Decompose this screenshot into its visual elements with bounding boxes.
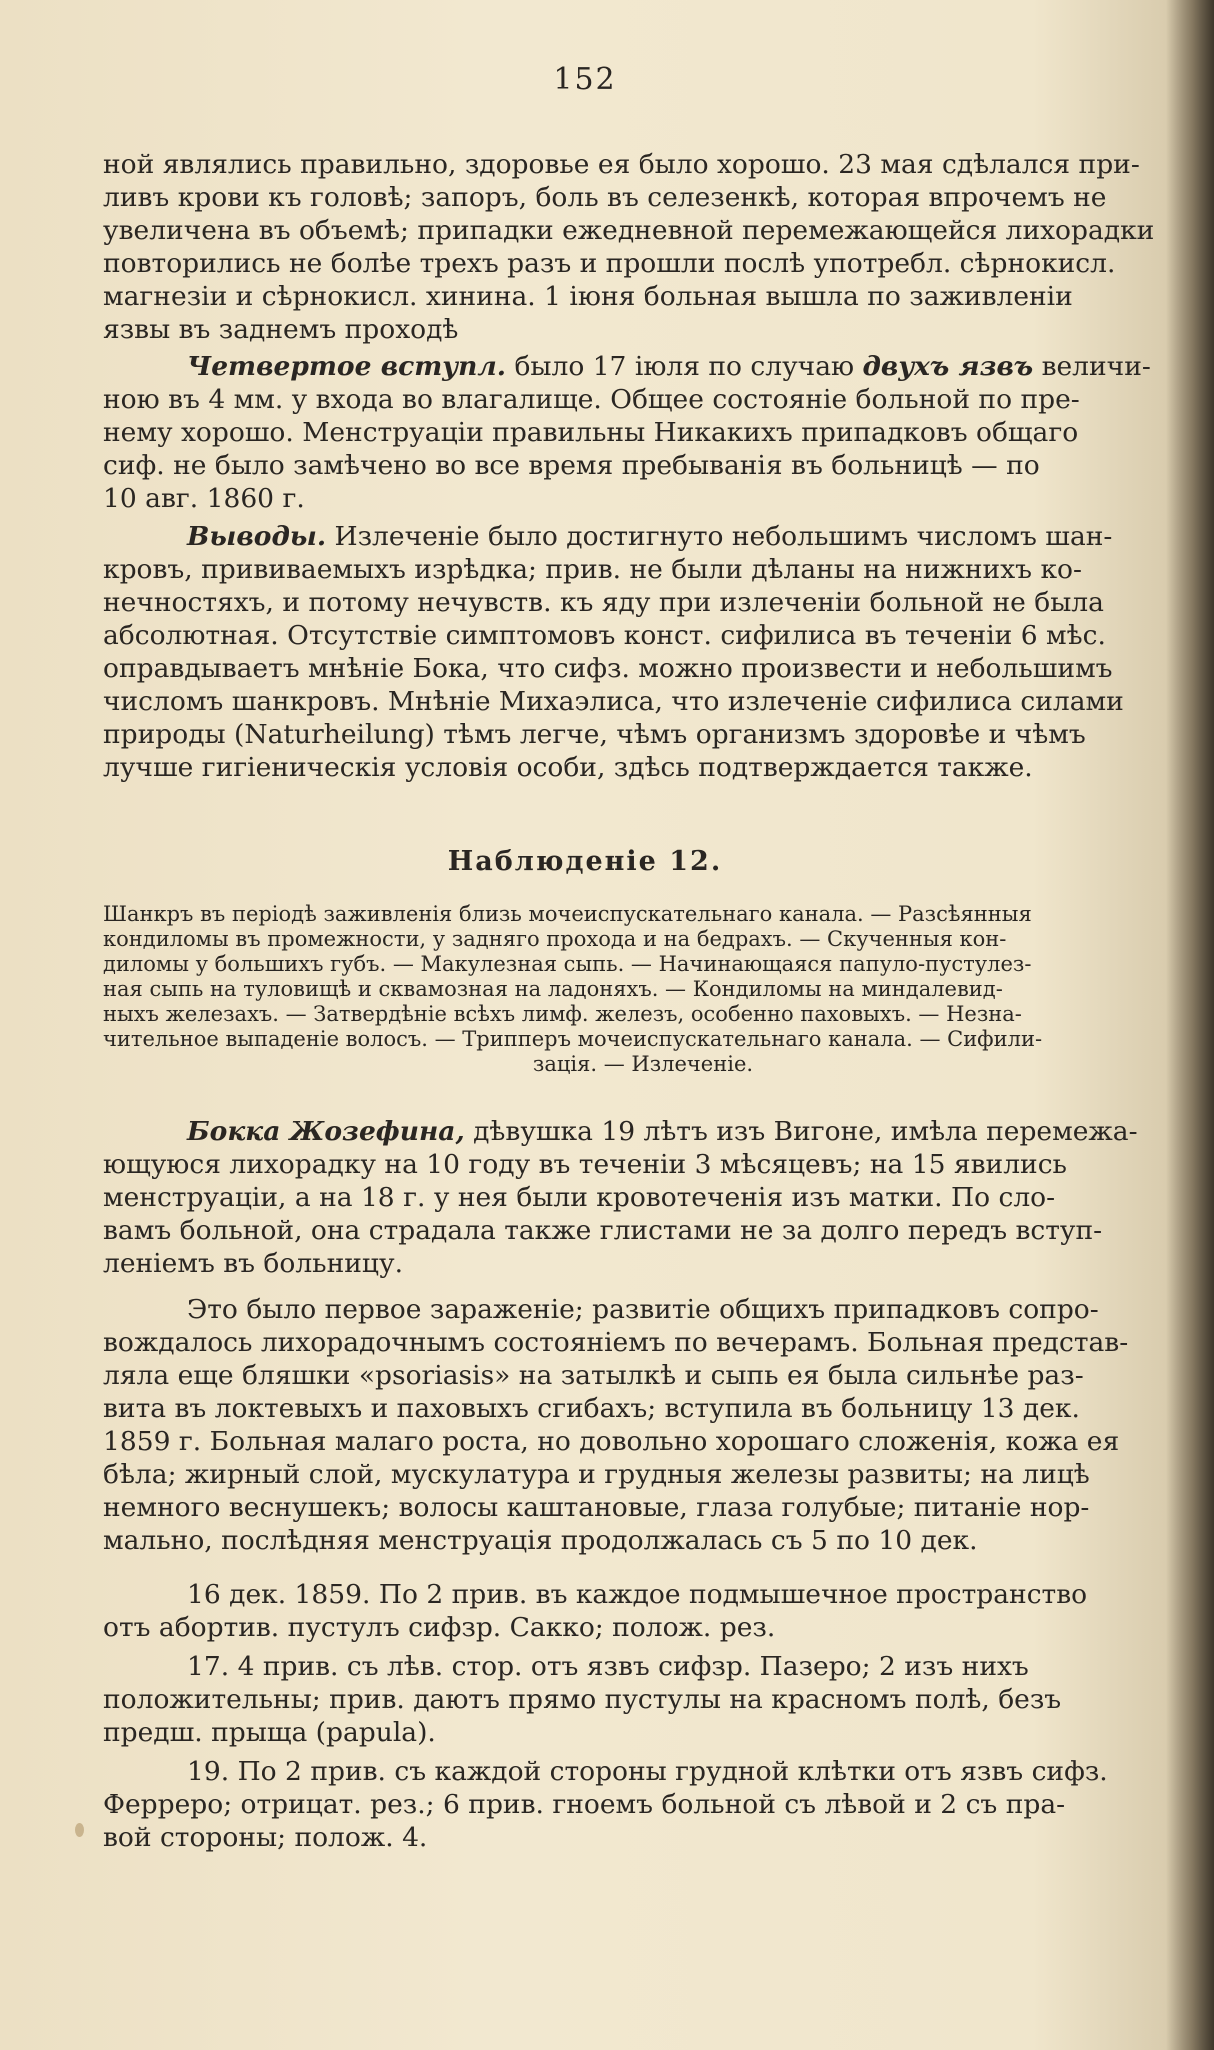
- paragraph-6: [103, 1578, 1183, 1644]
- text-line: числомъ шанкровъ. Мнѣніе Михаэлиса, что излеченіе сифилиса силами: [103, 686, 1124, 717]
- paragraph-2: [103, 350, 1183, 515]
- summary-line: чительное выпаденіе волосъ. — Трипперъ мочеиспускательнаго канала. — Сифили-: [103, 1027, 1043, 1051]
- summary-line: зація. — Излеченіе.: [532, 1052, 754, 1076]
- text-line: [103, 350, 1183, 383]
- text-line: магнезіи и сѣрнокисл. хинина. 1 іюня больная вышла по заживленіи: [103, 281, 1073, 312]
- text-line: природы (Naturheilung) тѣмъ легче, чѣмъ организмъ здоровѣе и чѣмъ: [103, 719, 1086, 750]
- text-line: ною въ 4 мм. у входа во влагалище. Общее состояніе больной по пре-: [103, 384, 1080, 415]
- text-line: ливъ крови къ головѣ; запоръ, боль въ селезенкѣ, которая впрочемъ не: [103, 182, 1107, 213]
- paragraph-1: [103, 148, 1183, 346]
- paragraph-7: [103, 1650, 1183, 1749]
- text-line: [103, 1115, 1183, 1148]
- summary-line: диломы у большихъ губъ. — Макулезная сыпь. — Начинающаяся папуло-пустулез-: [103, 952, 1032, 976]
- summary-line: Шанкръ въ періодѣ заживленія близь мочеиспускательнаго канала. — Разсѣянныя: [103, 902, 1032, 926]
- text-line: сиф. не было замѣчено во все время пребыванія въ больницѣ — по: [103, 450, 1040, 481]
- text-line: кровъ, прививаемыхъ изрѣдка; прив. не были дѣланы на нижнихъ ко-: [103, 554, 1082, 585]
- summary-line: ныхъ железахъ. — Затвердѣніе всѣхъ лимф. железъ, особенно паховыхъ. — Незна-: [103, 1002, 1022, 1026]
- text-line: абсолютная. Отсутствіе симптомовъ конст. сифилиса въ теченіи 6 мѣс.: [103, 620, 1106, 651]
- paragraph-5: [103, 1293, 1183, 1557]
- paragraph-3: [103, 520, 1183, 784]
- text-span: дѣвушка 19 лѣтъ изъ Вигоне, имѣла перемежа-: [464, 1116, 1138, 1147]
- text-line: лучше гигіеническія условія особи, здѣсь подтверждается также.: [103, 752, 1033, 783]
- text-line: ющуюся лихорадку на 10 году въ теченіи 3 мѣсяцевъ; на 15 явились: [103, 1149, 1067, 1180]
- paper-stain: [75, 1823, 84, 1837]
- text-line: 1859 г. Больная малаго роста, но довольно хорошаго сложенія, кожа ея: [103, 1426, 1120, 1457]
- text-line: ляла еще бляшки «psoriasis» на затылкѣ и сыпь ея была сильнѣе раз-: [103, 1360, 1084, 1391]
- text-line: отъ абортив. пустулъ сифзр. Сакко; полож. рез.: [103, 1612, 776, 1643]
- text-line: нечностяхъ, и потому нечувств. къ яду при излеченіи больной не была: [103, 587, 1104, 618]
- text-span: Излеченіе было достигнуто небольшимъ числомъ шан-: [326, 521, 1113, 552]
- text-line: [103, 520, 1183, 553]
- text-line: вождалось лихорадочнымъ состояніемъ по вечерамъ. Больная представ-: [103, 1327, 1129, 1358]
- text-line: вой стороны; полож. 4.: [103, 1822, 428, 1853]
- paragraph-8: [103, 1755, 1183, 1854]
- text-line: язвы въ заднемъ проходѣ: [103, 314, 459, 345]
- section-heading: Наблюденіе 12.: [447, 846, 723, 877]
- text-line: 10 авг. 1860 г.: [103, 483, 305, 514]
- text-line: бѣла; жирный слой, мускулатура и грудныя железы развиты; на лицѣ: [103, 1459, 1090, 1490]
- text-line: менструаціи, а на 18 г. у нея были кровотеченія изъ матки. По сло-: [103, 1182, 1056, 1213]
- text-line: Это было первое зараженіе; развитіе общихъ припадковъ сопро-: [187, 1294, 1099, 1325]
- text-line: положительны; прив. даютъ прямо пустулы на красномъ полѣ, безъ: [103, 1684, 1062, 1715]
- text-line: предш. прыща (papula).: [103, 1717, 436, 1748]
- paragraph-4: [103, 1115, 1183, 1280]
- italic-lead: Четвертое вступл.: [187, 351, 507, 382]
- text-line: повторились не болѣе трехъ разъ и прошли послѣ употребл. сѣрнокисл.: [103, 248, 1116, 279]
- text-span: было 17 іюля по случаю: [506, 351, 863, 382]
- text-line: 16 дек. 1859. По 2 прив. въ каждое подмышечное пространство: [187, 1579, 1088, 1610]
- italic-lead: Выводы.: [187, 521, 327, 552]
- italic-span: двухъ язвъ: [862, 351, 1034, 382]
- summary-line: ная сыпь на туловищѣ и сквамозная на ладоняхъ. — Кондиломы на миндалевид-: [103, 977, 1003, 1001]
- summary-line: кондиломы въ промежности, у задняго прохода и на бедрахъ. — Скученныя кон-: [103, 927, 1007, 951]
- text-line: Ферреро; отрицат. рез.; 6 прив. гноемъ больной съ лѣвой и 2 съ пра-: [103, 1789, 1066, 1820]
- text-line: оправдываетъ мнѣніе Бока, что сифз. можно произвести и небольшимъ: [103, 653, 1113, 684]
- text-line: мально, послѣдняя менструація продолжалась съ 5 по 10 дек.: [103, 1525, 978, 1556]
- text-line: немного веснушекъ; волосы каштановые, глаза голубые; питаніе нор-: [103, 1492, 1090, 1523]
- text-line: 17. 4 прив. съ лѣв. стор. отъ язвъ сифзр. Пазеро; 2 изъ нихъ: [187, 1651, 1029, 1682]
- text-line: 19. По 2 прив. съ каждой стороны грудной клѣтки отъ язвъ сифз.: [187, 1756, 1108, 1787]
- page-number: 152: [553, 62, 617, 97]
- text-line: ной являлись правильно, здоровье ея было хорошо. 23 мая сдѣлался при-: [103, 149, 1140, 180]
- italic-lead: Бокка Жозефина,: [187, 1116, 465, 1147]
- text-line: вита въ локтевыхъ и паховыхъ сгибахъ; вступила въ больницу 13 дек.: [103, 1393, 1080, 1424]
- text-span: величи-: [1033, 351, 1151, 382]
- text-line: леніемъ въ больницу.: [103, 1248, 403, 1279]
- text-line: увеличена въ объемѣ; припадки ежедневной перемежающейся лихорадки: [103, 215, 1155, 246]
- case-summary: [103, 902, 1183, 1077]
- text-line: нему хорошо. Менструаціи правильны Никакихъ припадковъ общаго: [103, 417, 1079, 448]
- text-line: вамъ больной, она страдала также глистами не за долго передъ вступ-: [103, 1215, 1103, 1246]
